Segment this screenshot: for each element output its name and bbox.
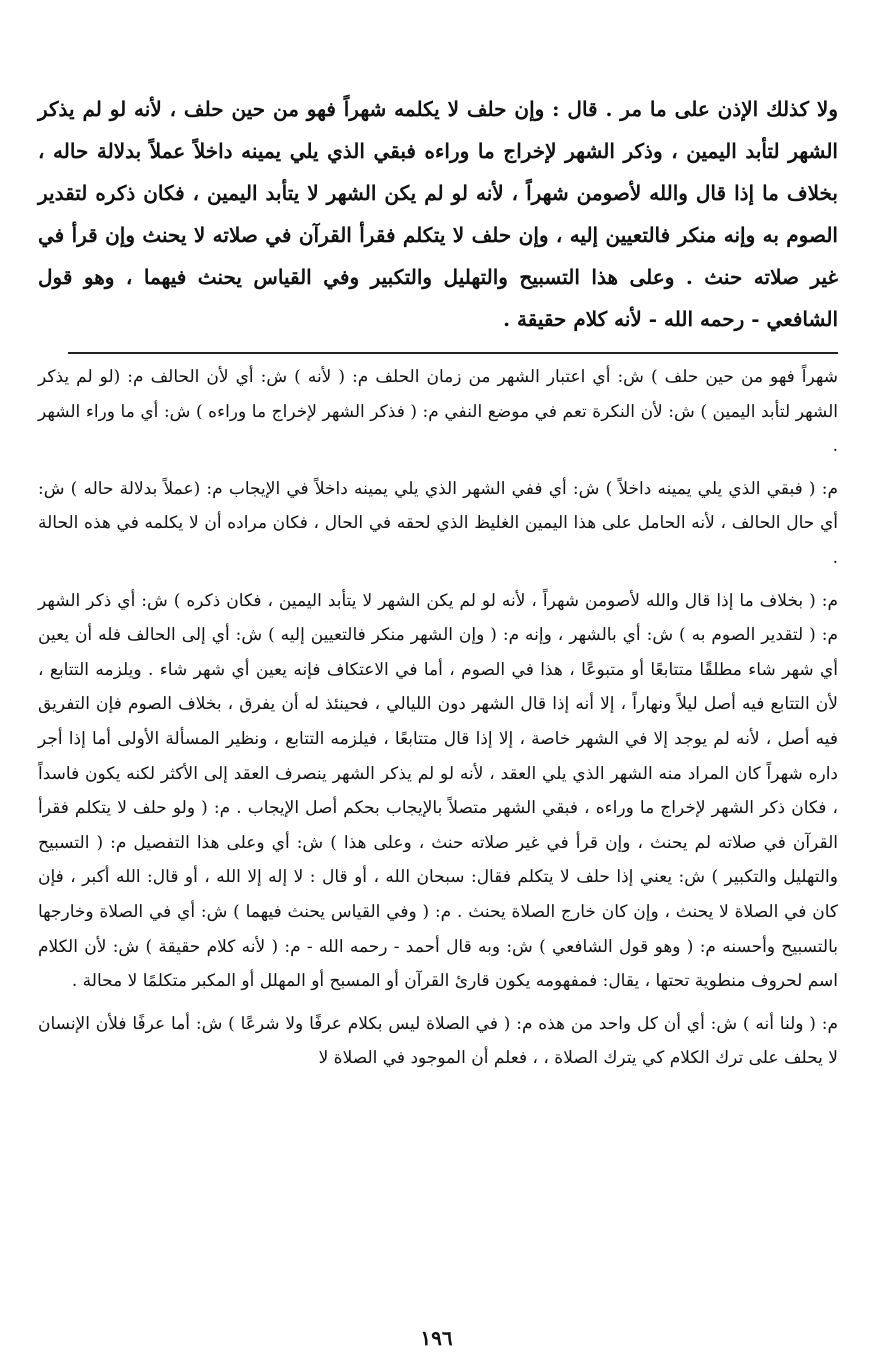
commentary-paragraph: م: ( بخلاف ما إذا قال والله لأصومن شهراً ، لأنه لو لم يكن الشهر لا يتأبد اليمين ، فكان ذكره ) ش: أي ذكر الشهر م: ( لتقدير الصوم به ) ش: أي بالشهر ، وإنه م: ( وإن الشهر منكر فالتعيين إليه ) ش: أي إلى الحالف فله أن يعين أي شهر شاء مطلقًا متتابعًا أو متبوعًا ، هذا في الصوم ، أما في الاعتكاف فإنه يعين أي شهر شاء . ويلزمه التتابع ، لأن التتابع فيه أصل ليلاً ونهاراً ، إلا أنه إذا قال الشهر دون الليالي ، فحينئذ له أن يفرق ، بخلاف الصوم فإن التفريق فيه أصل ، لأنه لم يوجد إلا في الشهر خاصة ، إلا إذا قال متتابعًا ، فيلزمه التتابع ، ونظير المسألة الأولى أما إذا أجر داره شهراً كان المراد منه الشهر الذي يلي العقد ، لأنه لو لم يذكر الشهر ينصرف العقد إلى الأكثر لكنه يكون فاسداً ، فكان ذكر الشهر لإخراج ما وراءه ، فبقي الشهر متصلاً بالإيجاب بحكم أصل الإيجاب . م: ( ولو حلف لا يتكلم فقرأ القرآن في صلاته لم يحنث ، وإن قرأ في غير صلاته حنث ، وعلى هذا ) ش: أي وعلى هذا التفصيل م: ( التسبيح والتهليل والتكبير ) ش: يعني إذا حلف لا يتكلم فقال: سبحان الله ، أو قال : لا إله إلا الله ، أو قال: الله أكبر ، فإن كان في الصلاة لا يحنث ، وإن كان خارج الصلاة يحنث . م: ( وفي القياس يحنث فيهما ) ش: أي في الصلاة وخارجها بالتسبيح وأحسنه م: ( وهو قول الشافعي ) ش: وبه قال أحمد - رحمه الله - م: ( لأنه كلام حقيقة ) ش: لأن الكلام اسم لحروف منطوية تحتها ، يقال: فمفهومه يكون قارئ القرآن أو المسبح أو المهلل أو المكبر متكلمًا لا محالة . (38, 590, 838, 992)
page-body (38, 88, 838, 1084)
main-text (38, 88, 838, 340)
main-paragraph: ولا كذلك الإذن على ما مر . قال : وإن حلف لا يكلمه شهراً فهو من حين حلف ، لأنه لو لم يذكر الشهر لتأبد اليمين ، وذكر الشهر لإخراج ما وراءه فبقي الذي يلي يمينه داخلاً عملاً بدلالة حاله ، بخلاف ما إذا قال والله لأصومن شهراً ، لأنه لو لم يكن الشهر لا يتأبد اليمين ، فكان ذكره لتقدير الصوم به وإنه منكر فالتعيين إليه ، وإن حلف لا يتكلم فقرأ القرآن في صلاته لا يحنث وإن قرأ في غير صلاته حنث . وعلى هذا التسبيح والتهليل والتكبير وفي القياس يحنث فيهما ، وهو قول الشافعي - رحمه الله - لأنه كلام حقيقة . (38, 97, 838, 331)
commentary-paragraph: شهراً فهو من حين حلف ) ش: أي اعتبار الشهر من زمان الحلف م: ( لأنه ) ش: أي لأن الحالف م: (لو لم يذكر الشهر لتأبد اليمين ) ش: لأن النكرة تعم في موضع النفي م: ( فذكر الشهر لإخراج ما وراءه ) ش: أي ما وراء الشهر . (38, 367, 838, 457)
separator-rule (68, 352, 838, 354)
page-number: ١٩٦ (420, 1326, 453, 1350)
commentary-paragraph: م: ( ولنا أنه ) ش: أي أن كل واحد من هذه م: ( في الصلاة ليس بكلام عرفًا ولا شرعًا ) ش: أما عرفًا فلأن الإنسان لا يحلف على ترك الكلام كي يترك الصلاة ، ، فعلم أن الموجود في الصلاة لا (38, 1013, 838, 1069)
commentary-paragraph: م: ( فبقي الذي يلي يمينه داخلاً ) ش: أي ففي الشهر الذي يلي يمينه داخلاً في الإيجاب م: (عملاً بدلالة حاله ) ش: أي حال الحالف ، لأنه الحامل على هذا اليمين الغليظ الذي لحقه في الحال ، فكان مراده أن لا يكلمه في هذه الحالة . (38, 478, 839, 568)
commentary-text (38, 360, 838, 1076)
